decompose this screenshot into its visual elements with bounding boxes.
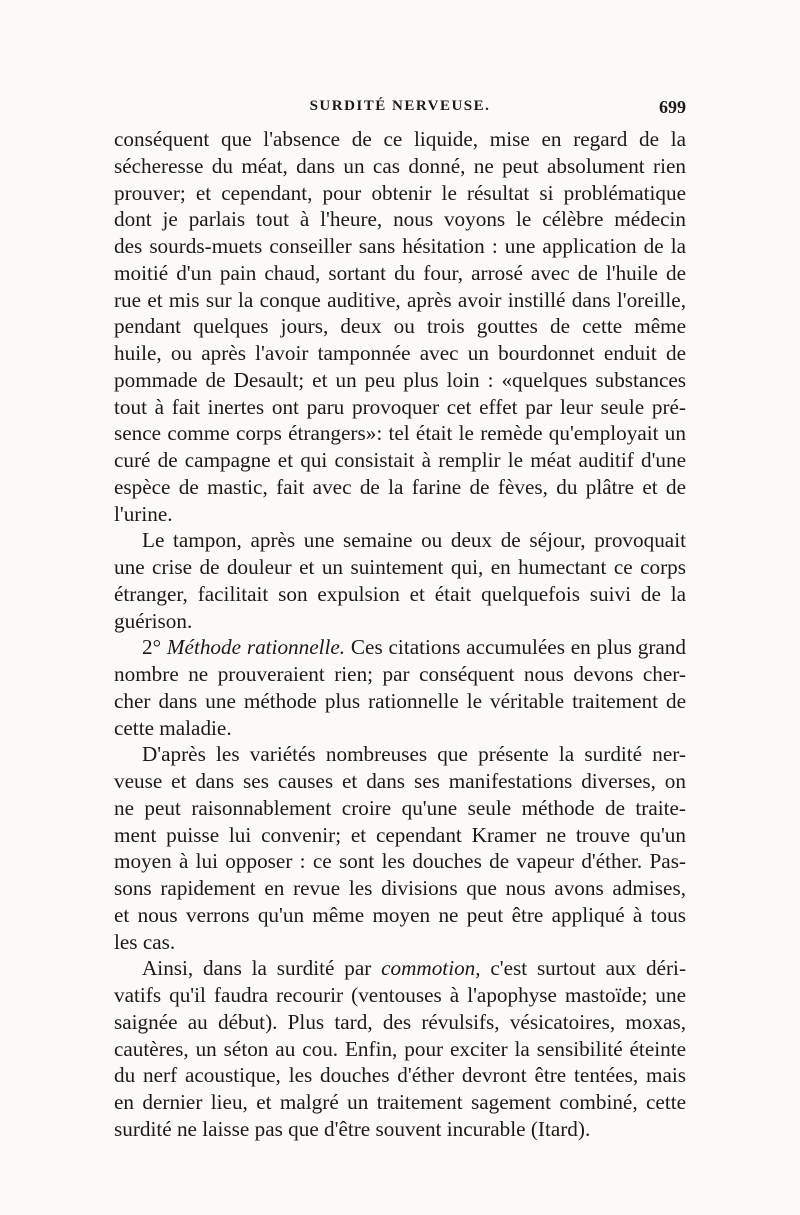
text-line: cette maladie.: [114, 715, 232, 740]
section-heading-line: 2° Méthode rationnelle. Ces citations accumulées en plus grand: [142, 635, 686, 660]
text-line: curé de campagne et qui consistait à remplir le méat auditif d'une: [114, 448, 686, 472]
page-number: 699: [659, 97, 686, 117]
text-line: des sourds-muets conseiller sans hésitation : une application de la: [114, 234, 686, 258]
text-line: surdité ne laisse pas que d'être souvent incurable (Itard).: [114, 1116, 591, 1141]
text-line: les cas.: [114, 929, 176, 954]
text-line: D'après les variétés nombreuses que présente la surdité ner-: [142, 742, 686, 767]
body-text: [114, 126, 686, 1143]
text-line: étranger, facilitait son expulsion et était quelquefois suivi de la: [114, 581, 686, 606]
text-line: en dernier lieu, et malgré un traitement sagement combiné, cette: [114, 1090, 686, 1114]
text-line: ment puisse lui convenir; et cependant Kramer ne trouve qu'un: [114, 822, 686, 847]
text-line: Ainsi, dans la surdité par commotion, c'est surtout aux déri-: [142, 956, 686, 981]
text-line: sécheresse du méat, dans un cas donné, ne peut absolument rien: [114, 153, 686, 178]
text-line: huile, ou après l'avoir tamponnée avec un bourdonnet enduit de: [114, 341, 686, 365]
text-line: tout à fait inertes ont paru provoquer cet effet par leur seule pré-: [114, 394, 686, 419]
text-line: pommade de Desault; et un peu plus loin : «quelques substances: [114, 367, 686, 392]
text-line: espèce de mastic, fait avec de la farine de fèves, du plâtre et de: [114, 474, 686, 499]
text-line: sons rapidement en revue les divisions que nous avons admises,: [114, 876, 686, 900]
page-header: [114, 98, 686, 122]
text-line: conséquent que l'absence de ce liquide, mise en regard de la: [114, 127, 686, 151]
text-line: vatifs qu'il faudra recourir (ventouses à l'apophyse mastoïde; une: [114, 983, 686, 1007]
text-line: moyen à lui opposer : ce sont les douches de vapeur d'éther. Pas-: [114, 849, 686, 874]
text-line: une crise de douleur et un suintement qui, en humectant ce corps: [114, 555, 686, 579]
running-head: SURDITÉ NERVEUSE.: [309, 98, 491, 114]
text-line: veuse et dans ses causes et dans ses manifestations diverses, on: [114, 769, 686, 793]
text-line: sence comme corps étrangers»: tel était le remède qu'employait un: [114, 421, 686, 446]
text-line: guérison.: [114, 608, 193, 633]
text-line: nombre ne prouveraient rien; par conséquent nous devons cher-: [114, 662, 686, 686]
text-line: Le tampon, après une semaine ou deux de séjour, provoquait: [142, 528, 686, 553]
italic-term: commotion: [381, 956, 476, 981]
text-line: l'urine.: [114, 501, 173, 526]
text-line: ne peut raisonnablement croire qu'une seule méthode de traite-: [114, 795, 686, 820]
text-line: rue et mis sur la conque auditive, après avoir instillé dans l'oreille,: [114, 287, 686, 312]
text-line: dont je parlais tout à l'heure, nous voyons le célèbre médecin: [114, 207, 686, 232]
text-line: prouver; et cependant, pour obtenir le résultat si problématique: [114, 180, 686, 205]
text-line: du nerf acoustique, les douches d'éther devront être tentées, mais: [114, 1063, 686, 1088]
text-line: moitié d'un pain chaud, sortant du four, arrosé avec de l'huile de: [114, 260, 686, 285]
italic-term: Méthode rationnelle.: [166, 635, 346, 660]
text-line: pendant quelques jours, deux ou trois gouttes de cette même: [114, 314, 686, 339]
text-line: saignée au début). Plus tard, des révulsifs, vésicatoires, moxas,: [114, 1009, 686, 1034]
text-line: cautères, un séton au cou. Enfin, pour exciter la sensibilité éteinte: [114, 1036, 686, 1061]
text-line: et nous verrons qu'un même moyen ne peut être appliqué à tous: [114, 902, 686, 927]
text-line: cher dans une méthode plus rationnelle le véritable traitement de: [114, 688, 686, 713]
